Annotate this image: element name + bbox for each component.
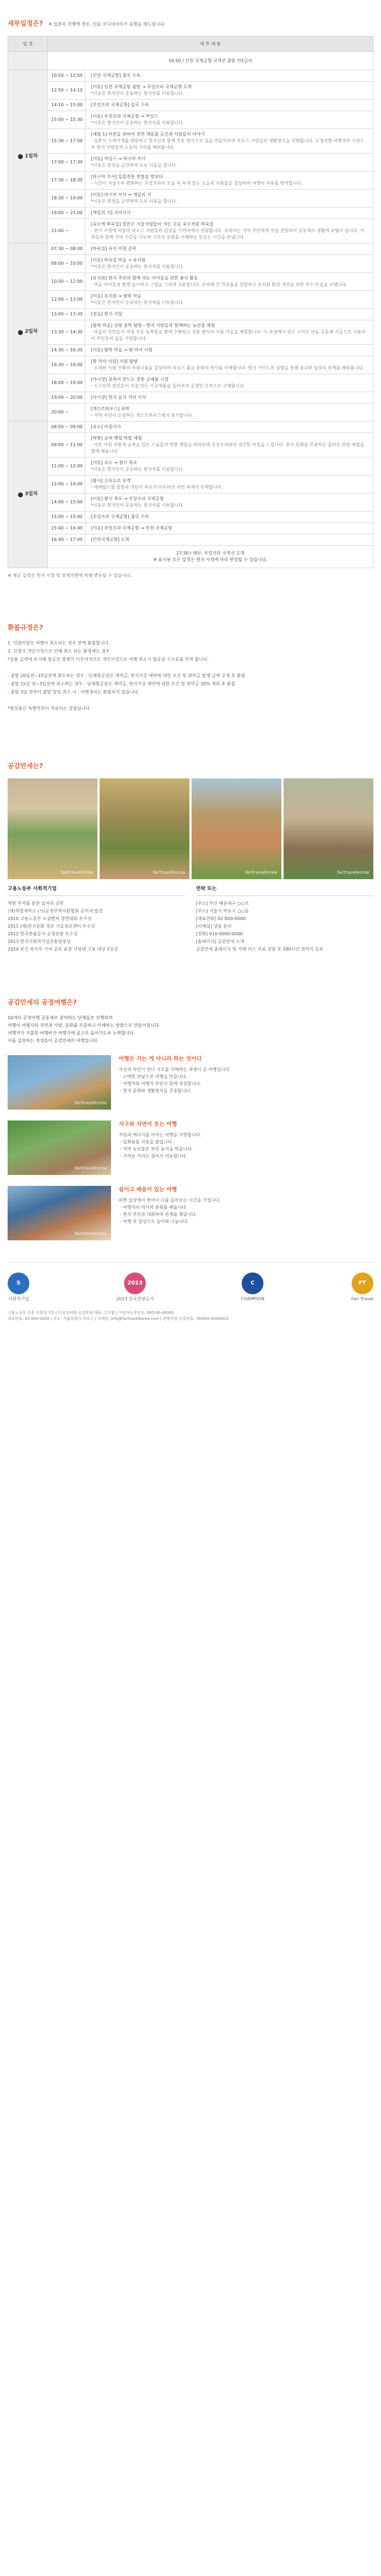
- fair-block-line: 자신과 타인이 만나 서로를 이해하는 과정이 곧 여행입니다.: [119, 1067, 231, 1072]
- desc-main: [게일리 지] 저녁식사: [91, 210, 131, 215]
- itinerary-header: [8, 19, 373, 28]
- time-cell: 15:40 ~ 16:40: [48, 523, 85, 534]
- contact-line: [주소] 서울시 마포구 ○○동: [196, 908, 249, 914]
- table-row: [8, 523, 373, 534]
- fair-block-title: 쉼이고 배움이 있는 여행: [119, 1186, 177, 1193]
- fair-title: 공감만세의 공정여행은?: [8, 998, 77, 1006]
- day-text: 3일차: [24, 491, 38, 497]
- desc-cell: [85, 291, 373, 309]
- desc-sub: *이동은 현지인이 운송하는 현지차를 이용합니다.: [91, 300, 185, 305]
- table-row: [8, 511, 373, 523]
- table-row: [8, 273, 373, 291]
- desc-main: [체험 1] 비전을 위하여 천연 재료를 공간과 사람들의 이야기: [91, 132, 205, 137]
- logo-icon: C: [242, 1272, 263, 1294]
- closing-cell: [48, 546, 373, 568]
- bottom-line: 고용노동부 인증 사회적기업 (주)공정여행 공감만세 대표: 고두환 | 사업자등록번호: 000-00-00000: [8, 1310, 174, 1315]
- time-cell: 10:00 ~ 12:00: [48, 273, 85, 291]
- day-text: 2일차: [24, 329, 38, 335]
- fair-block-line: ㆍ현지 주민과 대화하며 관계를 맺습니다.: [119, 1211, 198, 1217]
- day-label: [8, 328, 47, 336]
- header-day: 일 정: [8, 36, 48, 52]
- desc-main: [루앙프라 국제공항] 출국 수속: [91, 514, 149, 519]
- desc-cell: [85, 476, 373, 494]
- contact-line: [전화] 010-0000-0000: [196, 931, 243, 936]
- table-row: [8, 190, 373, 208]
- org-line: (재)희망제작소 (사)공정무역지원협회 공익적 발전: [8, 908, 103, 914]
- fair-block-line: 자원과 에너지를 아끼는 여행을 지향합니다.: [119, 1132, 201, 1137]
- table-row: [8, 345, 373, 356]
- table-row: [8, 392, 373, 404]
- host-title: 공감만세는?: [8, 762, 43, 770]
- table-row: [8, 172, 373, 190]
- desc-cell: [85, 219, 373, 243]
- logo-icon: 2013: [124, 1272, 146, 1294]
- day-dot-icon: [18, 154, 23, 159]
- desc-main: [이동] 인천 국제공항 출발 → 루앙프라 국제공항 도착: [91, 84, 192, 89]
- time-cell: 17:30 ~ 18:30: [48, 172, 85, 190]
- bottom-note: [8, 1310, 373, 1322]
- desc-sub: *이동은 현경을 공연하며 도보 이동을 합니다.: [91, 163, 177, 168]
- table-row: [8, 219, 373, 243]
- fair-blocks: [8, 1055, 373, 1240]
- desc-cell: [85, 82, 373, 100]
- desc-main: [이동] 까잉스 → 마구마 쓰사: [91, 156, 146, 161]
- contact-line: 공감만세 홈페이지 및 카페 미스 무료 상담 후 180시간 전까지 등록: [196, 946, 323, 952]
- desc-main: [이동] 유치원 → 왕락 마을: [91, 294, 142, 299]
- refund-item: *상품 금액에 포사해 항공권 결제가 이루어지므로 개인사정으로 여행 취소시 항공권 수수료를 부과 합니다.: [8, 657, 209, 662]
- time-cell: 08:00 ~ 10:00: [48, 255, 85, 273]
- table-row: [8, 458, 373, 476]
- fair-intro-line: 여행자가 지불한 여행비가 여행지에 골고루 돌아가도록 노력합니다.: [8, 1030, 136, 1036]
- time-cell: 20:00 ~: [48, 404, 85, 422]
- day-label: [8, 491, 47, 498]
- desc-main: [이동] 하숙집 마을 → 유치원: [91, 258, 146, 263]
- day-cell: [8, 70, 48, 243]
- spacer: [8, 697, 373, 704]
- fair-block-line: ㆍ가까운 거리는 걸어서 이동합니다.: [119, 1153, 188, 1159]
- fair-photo: [8, 1120, 111, 1175]
- table-row: [8, 100, 373, 111]
- time-cell: 19:00 ~ 20:00: [48, 392, 85, 404]
- spacer: [8, 665, 373, 671]
- itinerary-section: [8, 0, 373, 579]
- logo-icon: S: [8, 1272, 29, 1294]
- org-line: 착한 투자를 통한 일자리 공헌: [8, 900, 64, 906]
- contact-line: [주소] 부산 해운대구 ○○로: [196, 900, 249, 906]
- logo-icon: FT: [352, 1272, 373, 1294]
- desc-sub: - 오래된 사원 건축의 아름다움을 감상하며 라오스 불교 문화의 역사를 이해합니다. 현지 가이드의 설명을 통해 종교와 일상의 관계를 배워봅니다.: [91, 366, 364, 370]
- intro-text: 10:50 / 인천 국제공항 국적선 출발 7/1금의: [48, 52, 373, 70]
- desc-cell: [85, 523, 373, 534]
- table-row: [8, 534, 373, 546]
- table-row: [8, 291, 373, 309]
- fair-badge: fairtravelkorea: [74, 1100, 107, 1105]
- host-photo: fairtravelkorea: [8, 778, 97, 879]
- host-photo: fairtravelkorea: [100, 778, 189, 879]
- refund-item: - 출발 15일 전~3일전에 취소하는 경우 : 단체항공권은 계약금, 현지지상 예약에 대한 조건 및 위약금 30% 제외 후 환불: [8, 681, 236, 686]
- desc-cell: [85, 70, 373, 82]
- bottom-line: 대표번호: 02-000-0000 | 주소: 서울특별시 마포구 | 이메일: info@fairtravelkorea.com | 관광사업 등록번호: 제0000-000000호: [8, 1316, 229, 1321]
- table-header-row: [8, 36, 373, 52]
- time-cell: 15:00 ~ 15:40: [48, 511, 85, 523]
- desc-cell: [85, 320, 373, 345]
- fair-intro: [8, 1015, 373, 1044]
- host-photo: fairtravelkorea: [192, 778, 281, 879]
- table-row: [8, 404, 373, 422]
- desc-main: [이동] 꽝시 폭포 → 루앙프라 국제공항: [91, 496, 164, 501]
- fair-block-line: ㆍ여행지의 역사와 문화를 배웁니다.: [119, 1204, 188, 1210]
- desc-main: [하숙집] 숙식 아침 준비: [91, 246, 137, 251]
- day-text: 1일차: [24, 153, 38, 159]
- fair-block-line: ㆍ일회용품 사용을 줄입니다.: [119, 1139, 174, 1144]
- table-row: [8, 111, 373, 129]
- time-cell: 16:40 ~ 17:00: [48, 534, 85, 546]
- desc-cell: [85, 345, 373, 356]
- desc-sub: - 지역 주민이 운영하는 게스트하우스에서 휴식합니다.: [91, 413, 194, 418]
- fair-block-line: ㆍ지역 농산물로 차린 음식을 먹습니다.: [119, 1146, 193, 1152]
- fair-block: [8, 1120, 373, 1175]
- desc-cell: [85, 392, 373, 404]
- time-cell: 21:00 ~: [48, 219, 85, 243]
- time-cell: 14:00 ~ 15:00: [48, 494, 85, 511]
- table-row: [8, 70, 373, 82]
- desc-cell: [85, 494, 373, 511]
- itinerary-note: ※ 일본의 진행에 경우, 인솔 코디네이터가 동행을 해드립니다.: [48, 22, 165, 27]
- time-cell: 07:30 ~ 08:00: [48, 243, 85, 255]
- fair-block-title: 지구와 자연이 웃는 여행: [119, 1121, 177, 1128]
- table-row: [8, 82, 373, 100]
- table-row: [8, 374, 373, 392]
- org-line: 2013 한국사회적기업진흥원장상: [8, 939, 71, 944]
- itinerary-title: 세부일정은?: [8, 20, 43, 27]
- host-contact-title: 연락 또는: [196, 886, 373, 896]
- org-line: 2012 한국관광공사 공정관광 우수상: [8, 931, 78, 936]
- desc-main: [숙소] 아침식사: [91, 424, 121, 429]
- org-line: 2010 고용노동부 소셜벤처 경연대회 우수상: [8, 916, 92, 921]
- itinerary-table: [8, 36, 373, 568]
- closing-row: [8, 546, 373, 568]
- table-row: [8, 243, 373, 255]
- desc-cell: [85, 356, 373, 374]
- fair-badge: fairtravelkorea: [74, 1231, 107, 1236]
- desc-main: [게스트하우스] 숙박: [91, 406, 130, 411]
- refund-section: [8, 623, 373, 712]
- desc-sub: *이동은 현지인이 운송하는 현지차를 이용합니다.: [91, 503, 185, 508]
- host-org: [8, 886, 185, 954]
- desc-sub: *이동은 현경을 공연하며 도보 이동을 합니다.: [91, 199, 177, 204]
- desc-cell: [85, 100, 373, 111]
- host-info: [8, 886, 373, 954]
- fair-text: [119, 1120, 201, 1175]
- fair-badge: fairtravelkorea: [74, 1165, 107, 1171]
- desc-main: [이동] 왕락 마을 → 왓 마이 사원: [91, 348, 153, 352]
- desc-main: [마구마 쓰사] 일몰전통 전망을 맞보다: [91, 174, 163, 179]
- fair-intro-line: 여행이 여행지의 자연과 사람, 문화를 존중하고 이해하는 방향으로 만들어집니다.: [8, 1022, 161, 1028]
- table-row: [8, 208, 373, 219]
- time-cell: 14:30 ~ 16:30: [48, 345, 85, 356]
- fair-photo: [8, 1186, 111, 1240]
- desc-main: [점심] 현지 식당: [91, 312, 122, 316]
- table-row: [8, 494, 373, 511]
- desc-sub: - 에메랄드빛 물빛과 계단식 폭포가 어우러진 자연 속에서 산책합니다.: [91, 485, 223, 490]
- desc-cell: [85, 273, 373, 291]
- desc-main: [이동] 숙소 → 꽝시 폭포: [91, 460, 137, 465]
- contact-line: [이메일] 상담 문의: [196, 923, 232, 929]
- time-cell: 18:30 ~ 19:00: [48, 190, 85, 208]
- desc-main: [이동] 마구마 쓰사 → 게일리 지: [91, 192, 151, 197]
- fair-section: [8, 997, 373, 1240]
- desc-sub: *이동은 현지인이 운송하는 현지차를 이용합니다.: [91, 467, 185, 472]
- desc-sub: - 이른 아침 주황색 승복을 입은 스님들의 탁발 행렬을 바라보며 루앙프라방의 경건한 아침을 느낍니다. 현지 문화를 존중하는 올바른 관람 예절을 함께 배웁니다.: [91, 442, 364, 454]
- desc-main: [인천 국제공항] 출국 수속: [91, 73, 141, 78]
- refund-item: *현상품은 특별약관이 적용되는 상품입니다.: [8, 706, 91, 711]
- desc-main: [딱밧] 승려 행렬 탁발 체험: [91, 436, 142, 441]
- desc-sub: - 마을 아이들과 함께 놀이하고 그림을 그리며 교류합니다. 준비해 간 학용품을 전달하고 유치원 환경 개선을 위한 작은 손길을 보탭니다.: [91, 282, 348, 287]
- desc-sub: - 시간이 지날수록 변화하는 루앙프라의 모습 속 특색 있는 노을과 지붕들을 감상하며 여행의 여유를 만끽합니다.: [91, 181, 303, 186]
- desc-sub: - 마을의 주민들이 직접 키운 농작물을 함께 수확하고 전통 방식의 식품 가공을 체험합니다. 이 과정에서 얻은 수익은 마을 공동체 기금으로 사용되어 주민들의 삶을 지원합니다.: [91, 330, 366, 341]
- time-cell: 18:00 ~ 19:00: [48, 374, 85, 392]
- desc-cell: [85, 172, 373, 190]
- desc-cell: [85, 243, 373, 255]
- itinerary-footnote: ※ 제공 일정은 현지 사정 및 천재지변에 의해 변동될 수 있습니다.: [8, 573, 132, 578]
- desc-sub: *이동은 현지인이 운송하는 현지차를 이용합니다.: [91, 120, 185, 125]
- table-row: [8, 129, 373, 154]
- closing-text: 17:30 / 해산. 루앙프라 국적선 도착: [176, 551, 245, 556]
- desc-sub: *이동은 현지인이 운송하는 현지차를 이용합니다.: [91, 264, 185, 269]
- fair-block-line: ㆍ여행자와 여행지 주민이 함께 성장합니다.: [119, 1081, 201, 1086]
- host-org-name: 고용노동부 사회적기업: [8, 886, 185, 896]
- fair-photo: [8, 1055, 111, 1110]
- desc-main: [꽝시] 고속도로 포켓: [91, 478, 131, 483]
- org-line: 2011 (재)한국문화 정보 기술정보센터 우수상: [8, 923, 95, 929]
- day-label: [8, 153, 47, 161]
- table-row: [8, 356, 373, 374]
- time-cell: 12:00 ~ 13:00: [48, 291, 85, 309]
- time-cell: 16:30 ~ 18:00: [48, 356, 85, 374]
- time-cell: 12:50 ~ 14:10: [48, 82, 85, 100]
- desc-main: [유치원] 현지 주민과 함께 여는 아이들을 위한 봉사 활동: [91, 276, 198, 281]
- header-content: 세 부 내 용: [48, 36, 373, 52]
- desc-cell: [85, 154, 373, 172]
- table-row: [8, 320, 373, 345]
- time-cell: 15:00 ~ 15:30: [48, 111, 85, 129]
- day-cell: [8, 422, 48, 568]
- desc-cell: [85, 129, 373, 154]
- desc-sub: - 현지 가정에 머물며 라오스 사람들의 일상을 가까이에서 경험합니다. 숙박비는 지역 주민에게 직접 전달되어 공동체의 생활에 보탬이 됩니다. 가족들과 함께 저녁 시간을 나누며 서로의 문화를 이해하는 뜻깊은 시간을 보냅니다.: [91, 228, 364, 240]
- fair-block: [8, 1055, 373, 1110]
- desc-cell: [85, 255, 373, 273]
- table-row: [8, 476, 373, 494]
- day-dot-icon: [18, 492, 23, 497]
- time-cell: 17:00 ~ 17:30: [48, 154, 85, 172]
- desc-main: [야시장] 현지 음식 저녁 식사: [91, 395, 146, 400]
- partner-logo: [351, 1272, 373, 1302]
- contact-line: [홈페이지] 공감만세 소개: [196, 939, 244, 944]
- table-row: [8, 422, 373, 433]
- time-cell: 13:30 ~ 14:30: [48, 320, 85, 345]
- desc-cell: [85, 534, 373, 546]
- time-cell: 08:00 ~ 09:00: [48, 422, 85, 433]
- refund-item: - 출발 20일전~15일전에 취소하는 경우 : 단체항공권은 계약금, 현지지상 예약에 대한 조건 및 위약금 발생 금액 공제 후 환불: [8, 673, 245, 678]
- desc-main: [야시장] 몽족이 만드는 전통 공예품 시장: [91, 377, 169, 382]
- host-section: [8, 761, 373, 954]
- desc-main: [루앙프라 국제공항] 입국 수속: [91, 102, 149, 107]
- fair-intro-line: 10개의 공정여행 공동체로 참여하는 단체들로 진행되며: [8, 1015, 113, 1020]
- host-photos: [8, 778, 373, 879]
- desc-cell: [85, 111, 373, 129]
- partner-logo: [241, 1272, 264, 1302]
- desc-sub: - 소수민족 장인들이 직접 만든 수공예품을 둘러보며 공정한 가격으로 구매합니다.: [91, 383, 245, 388]
- partner-logo: [8, 1272, 29, 1302]
- time-cell: 09:00 ~ 11:00: [48, 433, 85, 458]
- desc-cell: [85, 422, 373, 433]
- refund-item: - 출발 3일 전부터 출발 당일 취소 시 : 여행경비는 환불되지 않습니다.: [8, 690, 140, 695]
- desc-main: [이동] 루앙프라 국제공항 → 인천 국제공항: [91, 526, 173, 531]
- fair-block-title: 여행은 가는 게 아니라 하는 것이다: [119, 1056, 202, 1062]
- time-cell: 13:00 ~ 13:30: [48, 309, 85, 320]
- host-contact: [196, 886, 373, 954]
- table-row: [8, 309, 373, 320]
- host-photo: fairtravelkorea: [284, 778, 373, 879]
- time-cell: 19:00 ~ 21:00: [48, 208, 85, 219]
- closing-sub: ※ 표시된 모든 일정은 현지 사정에 따라 변경될 수 있습니다.: [153, 557, 268, 562]
- logo-name: 사회적기업: [8, 1296, 29, 1301]
- time-cell: 15:30 ~ 17:00: [48, 129, 85, 154]
- refund-item: 2. 신청자 개인사정으로 인해 취소 되는 환경에는 경우: [8, 649, 110, 654]
- desc-sub: - 일본식 수제가게를 방문하고 현지인과 함께 전통 방식으로 실을 만들어보며 라오스 사람들의 생활방식을 이해합니다. 공정여행 여행자의 시선으로 현지 사람들의 노동의 가치를 배워봅니다.: [91, 138, 365, 150]
- desc-cell: [85, 374, 373, 392]
- fair-block-line: 바쁜 일상에서 벗어나 나를 돌아보는 시간을 가집니다.: [119, 1197, 221, 1203]
- desc-main: [인천국제공항] 도착: [91, 537, 130, 542]
- table-row: [8, 255, 373, 273]
- refund-list: [8, 640, 373, 712]
- fair-text: [119, 1186, 221, 1240]
- desc-cell: [85, 511, 373, 523]
- day-dot-icon: [18, 330, 23, 335]
- partner-logos: [8, 1262, 373, 1302]
- refund-item: 1. 인원미달로 여행이 취소되는 경우 전액 환불합니다.: [8, 641, 110, 645]
- logo-name: 2013 한국관광공사: [116, 1296, 154, 1301]
- time-cell: 12:00 ~ 14:00: [48, 476, 85, 494]
- logo-name: CHAMPION: [241, 1296, 265, 1301]
- desc-cell: [85, 433, 373, 458]
- day-cell: [8, 243, 48, 422]
- desc-main: [왓 마이 사원] 사원 탐방: [91, 359, 138, 364]
- desc-main: [이동] 루앙프라 국제공항 → 까잉스: [91, 114, 158, 119]
- desc-cell: [85, 309, 373, 320]
- table-row: [8, 154, 373, 172]
- fair-block-line: ㆍ소박한 만남으로 여행을 만듭니다.: [119, 1074, 188, 1079]
- time-cell: 14:10 ~ 15:00: [48, 100, 85, 111]
- fair-block: [8, 1186, 373, 1240]
- fair-intro-line: 이를 실천하는 정성들이 공감만세의 여행입니다.: [8, 1038, 99, 1043]
- refund-title: 환불규정은?: [8, 624, 43, 631]
- desc-cell: [85, 458, 373, 476]
- fair-block-line: ㆍ여행 후 일상으로 돌아와 나눕니다.: [119, 1219, 189, 1224]
- partner-logo: [116, 1272, 154, 1302]
- desc-sub: *이동은 현지인이 운송하는 현지차를 이용합니다.: [91, 91, 185, 96]
- org-line: 2014 보건 복지부 기여 공로 표창 사업대 고용 대상 2등상: [8, 946, 118, 952]
- contact-line: [대표전화] 02-000-0000: [196, 916, 246, 921]
- desc-main: [왕락 마을] 선왕 중학 탐방 - 현지 사람들과 함께하는 농산물 체험: [91, 323, 215, 328]
- desc-cell: [85, 190, 373, 208]
- intro-row: [8, 52, 373, 70]
- desc-main: [숙소에 하숙집] 일본은 서울사람들이 사는 곳을 숙소처럼 하숙집: [91, 222, 213, 227]
- time-cell: 10:50 ~ 12:50: [48, 70, 85, 82]
- time-cell: 11:00 ~ 12:00: [48, 458, 85, 476]
- table-row: [8, 433, 373, 458]
- logo-name: Fair Travel: [351, 1296, 373, 1301]
- fair-block-line: ㆍ현지 문화와 생활방식을 존중합니다.: [119, 1088, 192, 1093]
- desc-cell: [85, 208, 373, 219]
- fair-text: [119, 1055, 231, 1110]
- desc-cell: [85, 404, 373, 422]
